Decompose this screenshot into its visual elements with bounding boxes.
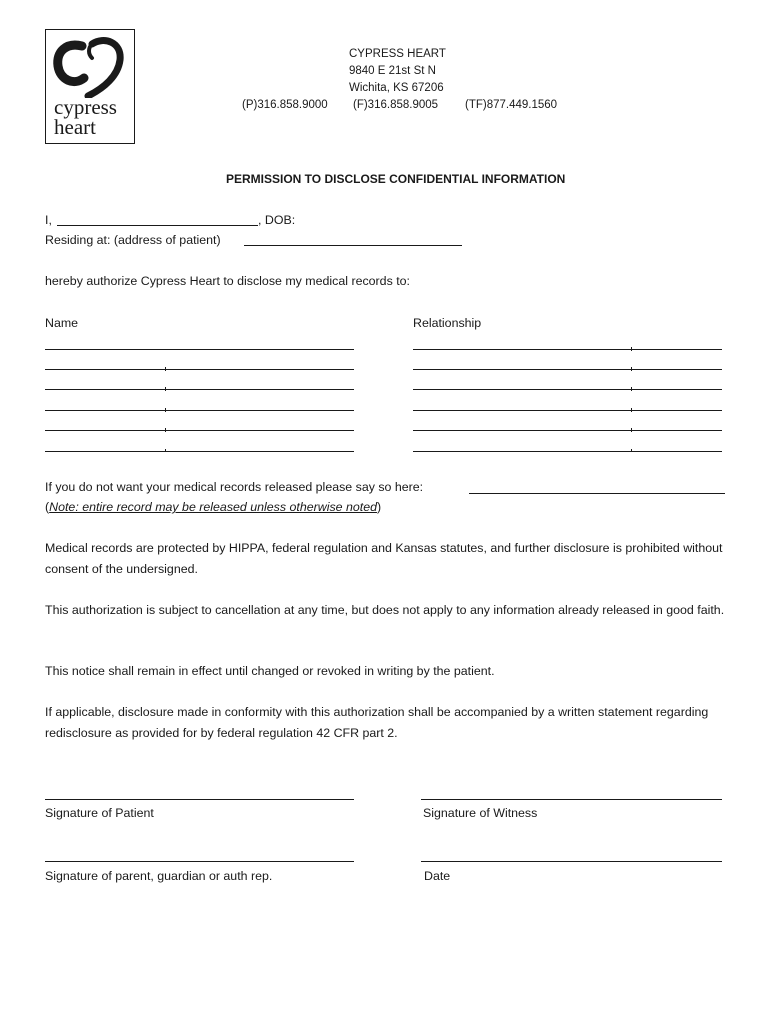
- logo-text-cypress: cypress: [54, 95, 117, 119]
- witness-signature-label: Signature of Witness: [423, 806, 538, 820]
- name-column-label: Name: [45, 316, 79, 330]
- recipient-name-field[interactable]: [45, 349, 354, 350]
- cancellation-paragraph: This authorization is subject to cancellation at any time, but does not apply to any information already released in good faith.: [45, 603, 725, 617]
- recipient-name-field[interactable]: [45, 430, 354, 431]
- note-text: Note: entire record may be released unless otherwise noted: [49, 500, 377, 514]
- recipient-name-field[interactable]: [45, 369, 354, 370]
- date-label: Date: [424, 869, 451, 883]
- authorize-text: hereby authorize Cypress Heart to disclose my medical records to:: [45, 274, 410, 288]
- org-tollfree: (TF)877.449.1560: [465, 99, 558, 111]
- address-field[interactable]: [244, 245, 462, 246]
- cell-divider: [165, 367, 166, 371]
- note-paren-close: ): [376, 500, 382, 514]
- optout-text: If you do not want your medical records released please say so here:: [45, 480, 424, 494]
- patient-name-field[interactable]: [57, 225, 258, 226]
- cell-divider: [165, 387, 166, 391]
- cell-divider: [631, 387, 632, 391]
- org-street: 9840 E 21st St N: [349, 65, 436, 77]
- cypress-heart-logo: [45, 29, 135, 144]
- redisclosure-paragraph: If applicable, disclosure made in conformity with this authorization shall be accompanied by a written statement regarding redisclosure as provided for by federal regulation 42 CFR part 2.: [45, 705, 709, 740]
- residing-label: Residing at: (address of patient): [45, 233, 221, 247]
- org-name: CYPRESS HEART: [349, 48, 446, 60]
- org-fax: (F)316.858.9005: [353, 99, 439, 111]
- recipient-relationship-field[interactable]: [413, 430, 722, 431]
- patient-i-label: I,: [45, 213, 52, 227]
- recipient-relationship-field[interactable]: [413, 410, 722, 411]
- recipient-relationship-field[interactable]: [413, 389, 722, 390]
- recipient-relationship-field[interactable]: [413, 349, 722, 350]
- org-phone: (P)316.858.9000: [242, 99, 328, 111]
- cell-divider: [631, 428, 632, 432]
- note-paren-open: (: [45, 500, 50, 514]
- optout-field[interactable]: [469, 493, 725, 494]
- recipient-relationship-field[interactable]: [413, 451, 722, 452]
- recipient-relationship-field[interactable]: [413, 369, 722, 370]
- logo-text-heart: heart: [54, 115, 96, 139]
- page-title: PERMISSION TO DISCLOSE CONFIDENTIAL INFORMATION: [226, 172, 566, 186]
- guardian-signature-field[interactable]: [45, 861, 354, 862]
- cell-divider: [631, 347, 632, 351]
- hipaa-paragraph: Medical records are protected by HIPPA, federal regulation and Kansas statutes, and further disclosure is prohibited without consent of the undersigned.: [45, 541, 723, 576]
- patient-signature-field[interactable]: [45, 799, 354, 800]
- guardian-signature-label: Signature of parent, guardian or auth rep.: [45, 869, 273, 883]
- cell-divider: [631, 367, 632, 371]
- effect-paragraph: This notice shall remain in effect until changed or revoked in writing by the patient.: [45, 664, 495, 678]
- cell-divider: [631, 408, 632, 412]
- cell-divider: [631, 449, 632, 452]
- recipient-name-field[interactable]: [45, 410, 354, 411]
- cell-divider: [165, 408, 166, 412]
- recipient-name-field[interactable]: [45, 389, 354, 390]
- org-city: Wichita, KS 67206: [349, 82, 444, 94]
- recipient-name-field[interactable]: [45, 451, 354, 452]
- cell-divider: [165, 428, 166, 432]
- heart-logo-icon: [52, 36, 130, 98]
- dob-label: , DOB:: [258, 213, 296, 227]
- relationship-column-label: Relationship: [413, 316, 482, 330]
- witness-signature-field[interactable]: [421, 799, 722, 800]
- cell-divider: [165, 449, 166, 452]
- date-field[interactable]: [421, 861, 722, 862]
- patient-signature-label: Signature of Patient: [45, 806, 154, 820]
- optout-note: [45, 497, 381, 517]
